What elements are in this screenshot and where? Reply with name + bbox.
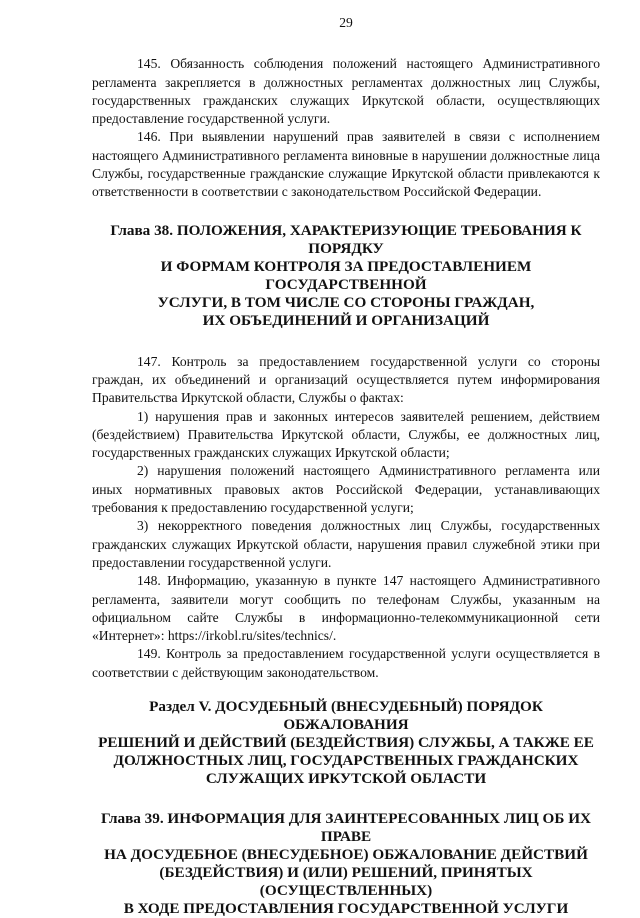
page-number: 29 (339, 15, 353, 30)
heading-line: В ХОДЕ ПРЕДОСТАВЛЕНИЯ ГОСУДАРСТВЕННОЙ УСЛУГИ (123, 900, 569, 918)
paragraph-146: 146. При выявлении нарушений прав заявителей в связи с исполнением настоящего Административного регламента виновные в нарушении должностные лица Службы, государственные гражданские служащие Иркутской области привлекаются к ответственности в соответствии с законодательством Российской Федерации. (92, 129, 600, 200)
paragraph-149: 149. Контроль за предоставлением государственной услуги осуществляется в соответствии с действующим законодательством. (92, 646, 600, 680)
heading-line: И ФОРМАМ КОНТРОЛЯ ЗА ПРЕДОСТАВЛЕНИЕМ ГОСУДАРСТВЕННОЙ (160, 257, 532, 293)
chapter-39-heading (92, 810, 600, 918)
heading-line: Раздел V. ДОСУДЕБНЫЙ (ВНЕСУДЕБНЫЙ) ПОРЯДОК ОБЖАЛОВАНИЯ (149, 698, 543, 734)
heading-line: Глава 38. ПОЛОЖЕНИЯ, ХАРАКТЕРИЗУЮЩИЕ ТРЕБОВАНИЯ К ПОРЯДКУ (110, 221, 582, 257)
paragraph-147-item-2: 2) нарушения положений настоящего Административного регламента или иных нормативных правовых актов Российской Федерации, устанавливающих требования к предоставлению государственной услуги; (92, 463, 600, 516)
section-5-heading (92, 698, 600, 788)
paragraph-147: 147. Контроль за предоставлением государственной услуги со стороны граждан, их объединений и организаций осуществляется путем информирования Правительства Иркутской области, Службы о фактах: (92, 353, 600, 406)
heading-line: СЛУЖАЩИХ ИРКУТСКОЙ ОБЛАСТИ (205, 770, 487, 788)
chapter-38-heading (92, 222, 600, 330)
heading-line: (БЕЗДЕЙСТВИЯ) И (ИЛИ) РЕШЕНИЙ, ПРИНЯТЫХ (ОСУЩЕСТВЛЕННЫХ) (159, 864, 533, 900)
heading-line: РЕШЕНИЙ И ДЕЙСТВИЙ (БЕЗДЕЙСТВИЯ) СЛУЖБЫ, А ТАКЖЕ ЕЕ (98, 734, 594, 752)
heading-line: ИХ ОБЪЕДИНЕНИЙ И ОРГАНИЗАЦИЙ (202, 311, 490, 329)
paragraph-145: 145. Обязанность соблюдения положений настоящего Административного регламента закрепляется в должностных регламентах должностных лиц Службы, государственных гражданских служащих Иркутской области, осуществляющих предоставление государственной услуги. (92, 56, 600, 127)
heading-line: НА ДОСУДЕБНОЕ (ВНЕСУДЕБНОЕ) ОБЖАЛОВАНИЕ ДЕЙСТВИЙ (104, 846, 588, 864)
paragraph-147-item-3: 3) некорректного поведения должностных лиц Службы, государственных гражданских служащих Иркутской области, нарушения правил служебной этики при предоставлении государственной услуги. (92, 518, 600, 570)
heading-line: ДОЛЖНОСТНЫХ ЛИЦ, ГОСУДАРСТВЕННЫХ ГРАЖДАНСКИХ (113, 752, 579, 770)
heading-line: УСЛУГИ, В ТОМ ЧИСЛЕ СО СТОРОНЫ ГРАЖДАН, (157, 293, 535, 311)
paragraph-147-item-1: 1) нарушения прав и законных интересов заявителей решением, действием (бездействием) Правительства Иркутской области, Службы, ее должностных лиц, государственных гражданских служащих Иркутской области; (92, 408, 600, 461)
paragraph-148: 148. Информацию, указанную в пункте 147 настоящего Административного регламента, заявители могут сообщить по телефонам Службы, указанным на официальном сайте Службы в информационно-телекоммуникационной сети «Интернет»: https://irkobl.ru/sites/technics/. (92, 573, 600, 644)
heading-line: Глава 39. ИНФОРМАЦИЯ ДЛЯ ЗАИНТЕРЕСОВАННЫХ ЛИЦ ОБ ИХ ПРАВЕ (101, 810, 591, 846)
